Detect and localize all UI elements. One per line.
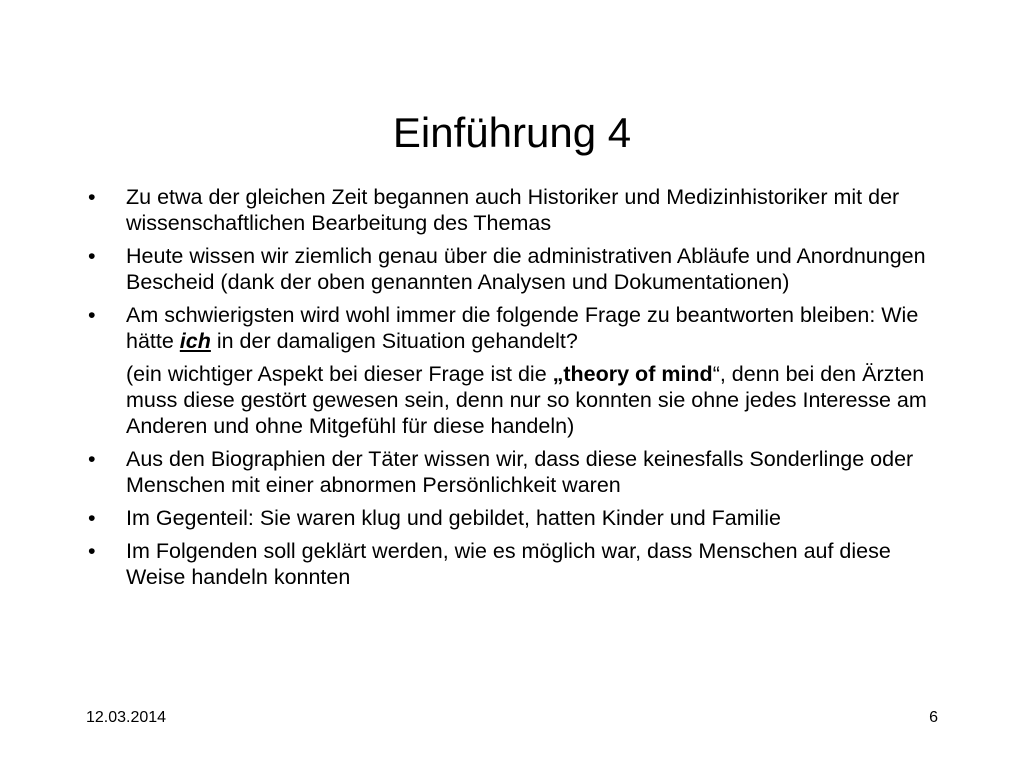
bullet-item-4: • Aus den Biographien der Täter wissen wir, dass diese keinesfalls Sonderlinge oder Menschen mit einer abnormen Persönlichkeit waren [86, 446, 946, 498]
sub-text-before: (ein wichtiger Aspekt bei dieser Frage ist die [126, 362, 553, 386]
emphasis-theory-of-mind: „theory of mind [552, 362, 713, 386]
emphasis-ich: ich [179, 329, 211, 353]
footer-page-number: 6 [929, 709, 938, 726]
footer-date: 12.03.2014 [86, 709, 167, 726]
bullet-3-text-before: Am schwierigsten wird wohl immer die folgende Frage zu beantworten bleiben: Wie hätte [126, 303, 919, 353]
bullet-item-2: • Heute wissen wir ziemlich genau über die administrativen Abläufe und Anordnungen Bescheid (dank der oben genannten Analysen und Dokumentationen) [86, 243, 946, 295]
bullet-item-6: • Im Folgenden soll geklärt werden, wie es möglich war, dass Menschen auf diese Weise handeln konnten [86, 538, 946, 590]
bullet-item-1: • Zu etwa der gleichen Zeit begannen auch Historiker und Medizinhistoriker mit der wissenschaftlichen Bearbeitung des Themas [86, 184, 946, 236]
bullet-item-3 [86, 302, 946, 354]
sub-paragraph-theory-of-mind [86, 361, 946, 439]
slide-title: Einführung 4 [392, 109, 632, 156]
bullet-3-text-after: in der damaligen Situation gehandelt? [210, 329, 578, 353]
sub-text-after: “, denn bei den Ärzten muss diese gestört gewesen sein, denn nur so konnten sie ohne jedes Interesse am Anderen und ohne Mitgefühl für diese handeln) [126, 362, 927, 438]
slide-body [86, 184, 946, 597]
bullet-item-5: • Im Gegenteil: Sie waren klug und gebildet, hatten Kinder und Familie [86, 505, 946, 531]
